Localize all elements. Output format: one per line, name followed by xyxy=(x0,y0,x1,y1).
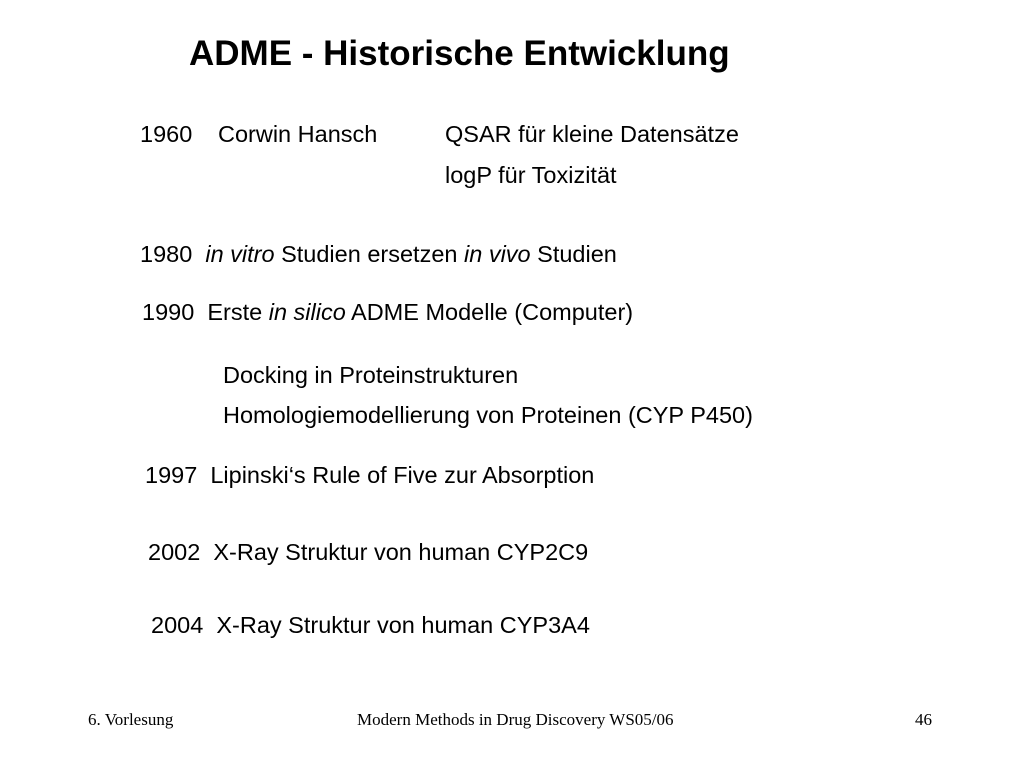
entry-1990-sub2: Homologiemodellierung von Proteinen (CYP P450) xyxy=(223,402,753,428)
entry-2004-text: X-Ray Struktur von human CYP3A4 xyxy=(216,612,590,638)
entry-1990-sub1: Docking in Proteinstrukturen xyxy=(223,362,519,388)
entry-1980-in-vivo: in vivo xyxy=(464,241,531,267)
footer-course: Modern Methods in Drug Discovery WS05/06 xyxy=(357,710,674,729)
entry-2004-year: 2004 xyxy=(151,612,204,638)
entry-1980-text-b: Studien xyxy=(530,241,617,267)
entry-2002-year: 2002 xyxy=(148,539,201,565)
entry-2002 xyxy=(148,537,588,567)
entry-1997-year: 1997 xyxy=(145,462,198,488)
entry-1990-text-b: ADME Modelle (Computer) xyxy=(345,299,634,325)
entry-1980-year: 1980 xyxy=(140,241,193,267)
entry-1990 xyxy=(142,297,633,327)
entry-1990-year: 1990 xyxy=(142,299,195,325)
footer-lecture: 6. Vorlesung xyxy=(88,710,174,729)
entry-1980 xyxy=(140,239,617,269)
entry-1980-in-vitro: in vitro xyxy=(205,241,275,267)
entry-1960-person: Corwin Hansch xyxy=(218,121,378,147)
entry-1990-text-a: Erste xyxy=(207,299,269,325)
entry-1980-text-a: Studien ersetzen xyxy=(274,241,464,267)
entry-2002-text: X-Ray Struktur von human CYP2C9 xyxy=(213,539,589,565)
entry-1997-text: Lipinski‘s Rule of Five zur Absorption xyxy=(210,462,595,488)
entry-1990-in-silico: in silico xyxy=(268,299,346,325)
entry-2004 xyxy=(151,610,590,640)
entry-1960-line1: QSAR für kleine Datensätze xyxy=(445,121,739,147)
entry-1997 xyxy=(145,460,594,490)
slide-title: ADME - Historische Entwicklung xyxy=(189,34,730,73)
entry-1960-line2: logP für Toxizität xyxy=(445,162,617,188)
entry-1960-year: 1960 xyxy=(140,121,193,147)
footer-page-number: 46 xyxy=(915,710,932,729)
